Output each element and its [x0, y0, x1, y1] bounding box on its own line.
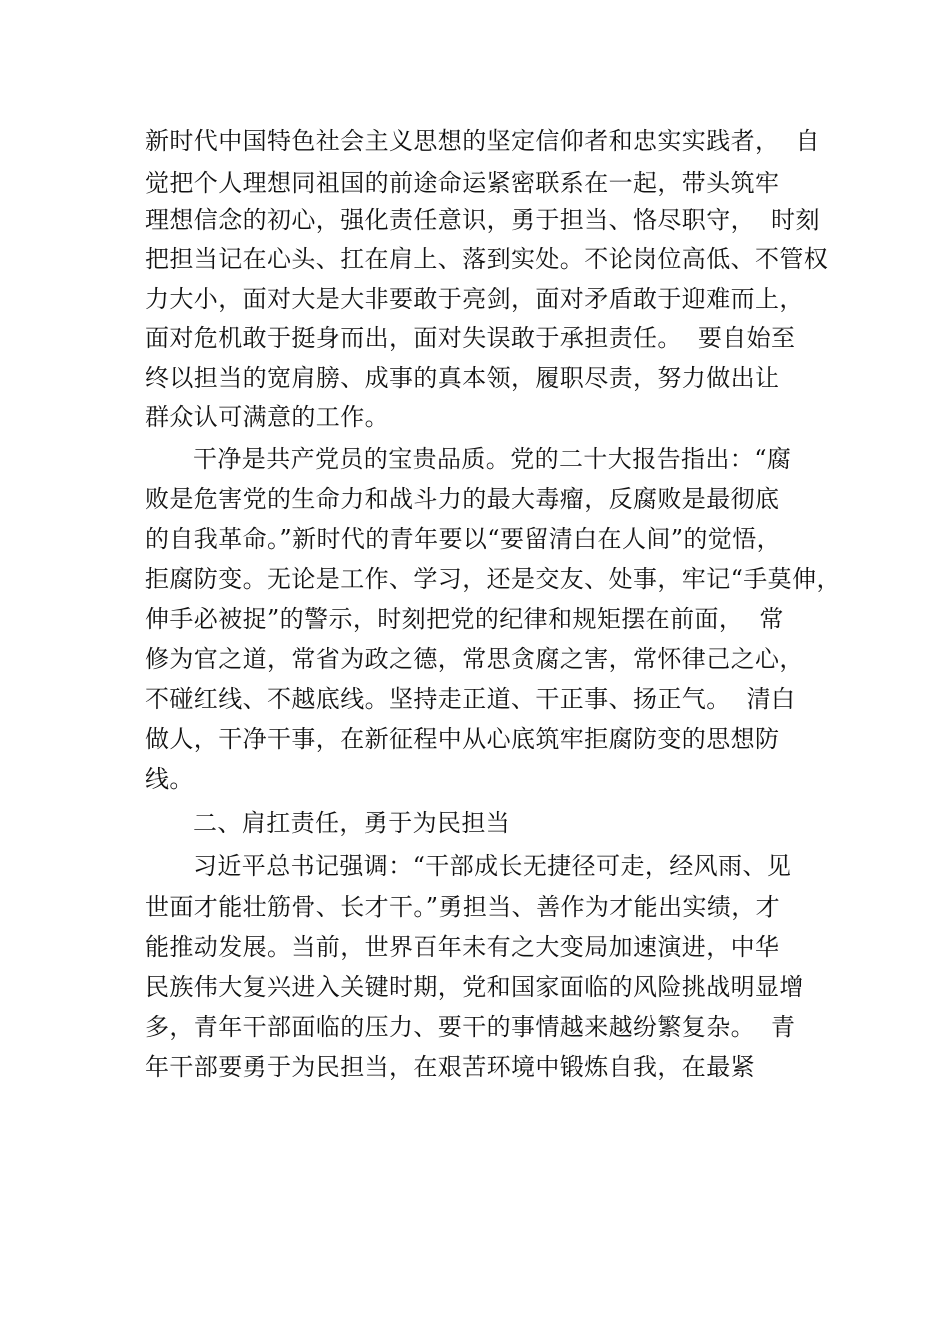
- paragraph-first-line: 干净是共产党员的宝贵品质。党的二十大报告指出：“腐: [193, 445, 792, 473]
- text-line: 新时代中国特色社会主义思想的坚定信仰者和忠实实践者， 自: [145, 127, 820, 155]
- text-line: 面对危机敢于挺身而出，面对失误敢于承担责任。 要自始至: [145, 324, 796, 352]
- text-line: 年干部要勇于为民担当，在艰苦环境中锻炼自我，在最紧: [145, 1053, 755, 1081]
- text-line: 理想信念的初心，强化责任意识，勇于担当、恪尽职守， 时刻: [145, 206, 820, 234]
- text-line: 多，青年干部面临的压力、要干的事情越来越纷繁复杂。 青: [145, 1013, 796, 1041]
- text-line: 线。: [145, 765, 194, 793]
- text-line: 修为官之道，常省为政之德，常思贪腐之害，常怀律己之心，: [145, 645, 804, 673]
- text-line: 民族伟大复兴进入关键时期，党和国家面临的风险挑战明显增: [145, 973, 804, 1001]
- text-line: 伸手必被捉”的警示，时刻把党的纪律和规矩摆在前面， 常: [145, 605, 784, 633]
- text-line: 做人，干净干事，在新征程中从心底筑牢拒腐防变的思想防: [145, 725, 780, 753]
- paragraph-first-line: 习近平总书记强调：“干部成长无捷径可走，经风雨、见: [193, 852, 792, 880]
- text-line: 败是危害党的生命力和战斗力的最大毒瘤，反腐败是最彻底: [145, 485, 780, 513]
- text-line: 能推动发展。当前，世界百年未有之大变局加速演进，中华: [145, 933, 780, 961]
- text-line: 世面才能壮筋骨、长才干。”勇担当、善作为才能出实绩，才: [145, 893, 781, 921]
- text-line: 的自我革命。”新时代的青年要以“要留清白在人间”的觉悟，: [145, 525, 782, 553]
- text-line: 觉把个人理想同祖国的前途命运紧密联系在一起，带头筑牢: [145, 169, 780, 197]
- text-line: 力大小，面对大是大非要敢于亮剑，面对矛盾敢于迎难而上，: [145, 285, 804, 313]
- text-line: 把担当记在心头、扛在肩上、落到实处。不论岗位高低、不管权: [145, 245, 829, 273]
- text-line: 终以担当的宽肩膀、成事的真本领，履职尽责，努力做出让: [145, 364, 780, 392]
- text-line: 不碰红线、不越底线。坚持走正道、干正事、扬正气。 清白: [145, 685, 796, 713]
- text-line: 群众认可满意的工作。: [145, 403, 389, 431]
- section-heading: 二、肩扛责任，勇于为民担当: [193, 809, 511, 837]
- text-line: 拒腐防变。无论是工作、学习，还是交友、处事，牢记“手莫伸，: [145, 565, 841, 593]
